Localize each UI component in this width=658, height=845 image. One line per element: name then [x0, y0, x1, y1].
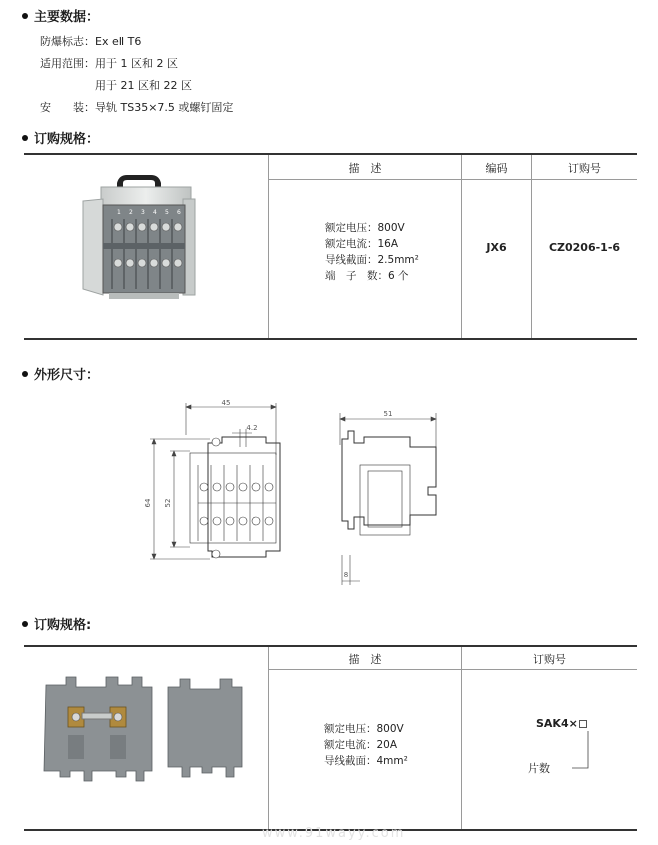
header-code: 编码 [485, 162, 508, 175]
header-divider [268, 669, 637, 670]
desc-rated-current: 额定电流：20A [324, 739, 398, 751]
spec-label: 安 装： [40, 101, 95, 114]
header-divider [268, 179, 637, 180]
order-note: 片数 [528, 762, 550, 775]
order-number: CZ0206-1-6 [548, 241, 621, 254]
terminal-number: 1 [117, 209, 121, 216]
main-data-title: 主要数据： [34, 10, 100, 25]
desc-rated-current: 额定电流：16A [325, 238, 399, 250]
order-spec-heading-2 [22, 614, 91, 633]
dimensions-title: 外形尺寸： [34, 368, 100, 383]
desc-lines-1 [325, 220, 419, 284]
desc-wire-section: 导线截面：2.5mm² [325, 254, 419, 266]
terminal-number: 4 [153, 209, 157, 216]
terminal-number: 5 [165, 209, 169, 216]
spec-row-install [40, 99, 233, 115]
spec-value: 用于 1 区和 2 区 [95, 57, 178, 70]
order-note-leader [544, 729, 604, 774]
terminal-number: 2 [129, 209, 133, 216]
order-spec-title-2: 订购规格: [34, 618, 92, 633]
order-table-2 [24, 645, 637, 831]
header-order-number: 订购号 [568, 162, 601, 175]
dim-height-inner: 52 [164, 498, 172, 508]
dim-side-width: 51 [383, 410, 393, 418]
header-description: 描 述 [348, 162, 382, 175]
main-data-heading [22, 6, 99, 25]
dim-rail-offset: 8 [343, 571, 349, 579]
table-bottom-rule [24, 338, 637, 340]
desc-rated-voltage: 额定电压：800V [325, 222, 405, 234]
bullet-icon [22, 621, 28, 627]
side-view-drawing [320, 405, 450, 585]
order-table-1 [24, 153, 637, 340]
table-top-rule [24, 153, 637, 155]
front-view-drawing [140, 395, 290, 575]
column-divider [268, 155, 269, 338]
dimensions-heading [22, 364, 99, 383]
spec-row-scope [40, 55, 178, 71]
bullet-icon [22, 371, 28, 377]
spec-label: 防爆标志： [40, 35, 95, 48]
header-order-number: 订购号 [533, 653, 566, 666]
desc-terminal-count: 端 子 数：6 个 [325, 270, 409, 282]
desc-rated-voltage: 额定电压：800V [324, 723, 404, 735]
dim-pitch: 4.2 [246, 424, 258, 432]
sak4-order-prefix: SAK4× [536, 717, 578, 730]
column-divider [268, 647, 269, 829]
spec-row-explosion-mark [40, 33, 141, 49]
terminal-number: 3 [141, 209, 145, 216]
column-divider [461, 647, 462, 829]
watermark: www.91wayy.com [262, 826, 406, 841]
order-spec-title-1: 订购规格： [34, 132, 100, 147]
order-spec-heading-1 [22, 128, 99, 147]
terminal-number: 6 [177, 209, 181, 216]
table-top-rule [24, 645, 637, 647]
spec-value: Ex eⅡ T6 [95, 35, 142, 48]
bullet-icon [22, 135, 28, 141]
sak4-product-image [38, 675, 258, 785]
bullet-icon [22, 13, 28, 19]
jx6-product-image [79, 175, 209, 305]
spec-row-scope-2 [95, 77, 192, 93]
desc-wire-section: 导线截面：4mm² [324, 755, 408, 767]
spec-value: 用于 21 区和 22 区 [95, 79, 192, 92]
dim-width-total: 45 [221, 399, 231, 407]
dim-height-total: 64 [144, 498, 152, 508]
quantity-box-icon [579, 720, 587, 728]
header-description: 描 述 [348, 653, 382, 666]
spec-value: 导轨 TS35×7.5 或螺钉固定 [95, 101, 234, 114]
spec-label: 适用范围： [40, 57, 95, 70]
desc-lines-2 [324, 721, 408, 769]
product-code: JX6 [486, 241, 507, 254]
